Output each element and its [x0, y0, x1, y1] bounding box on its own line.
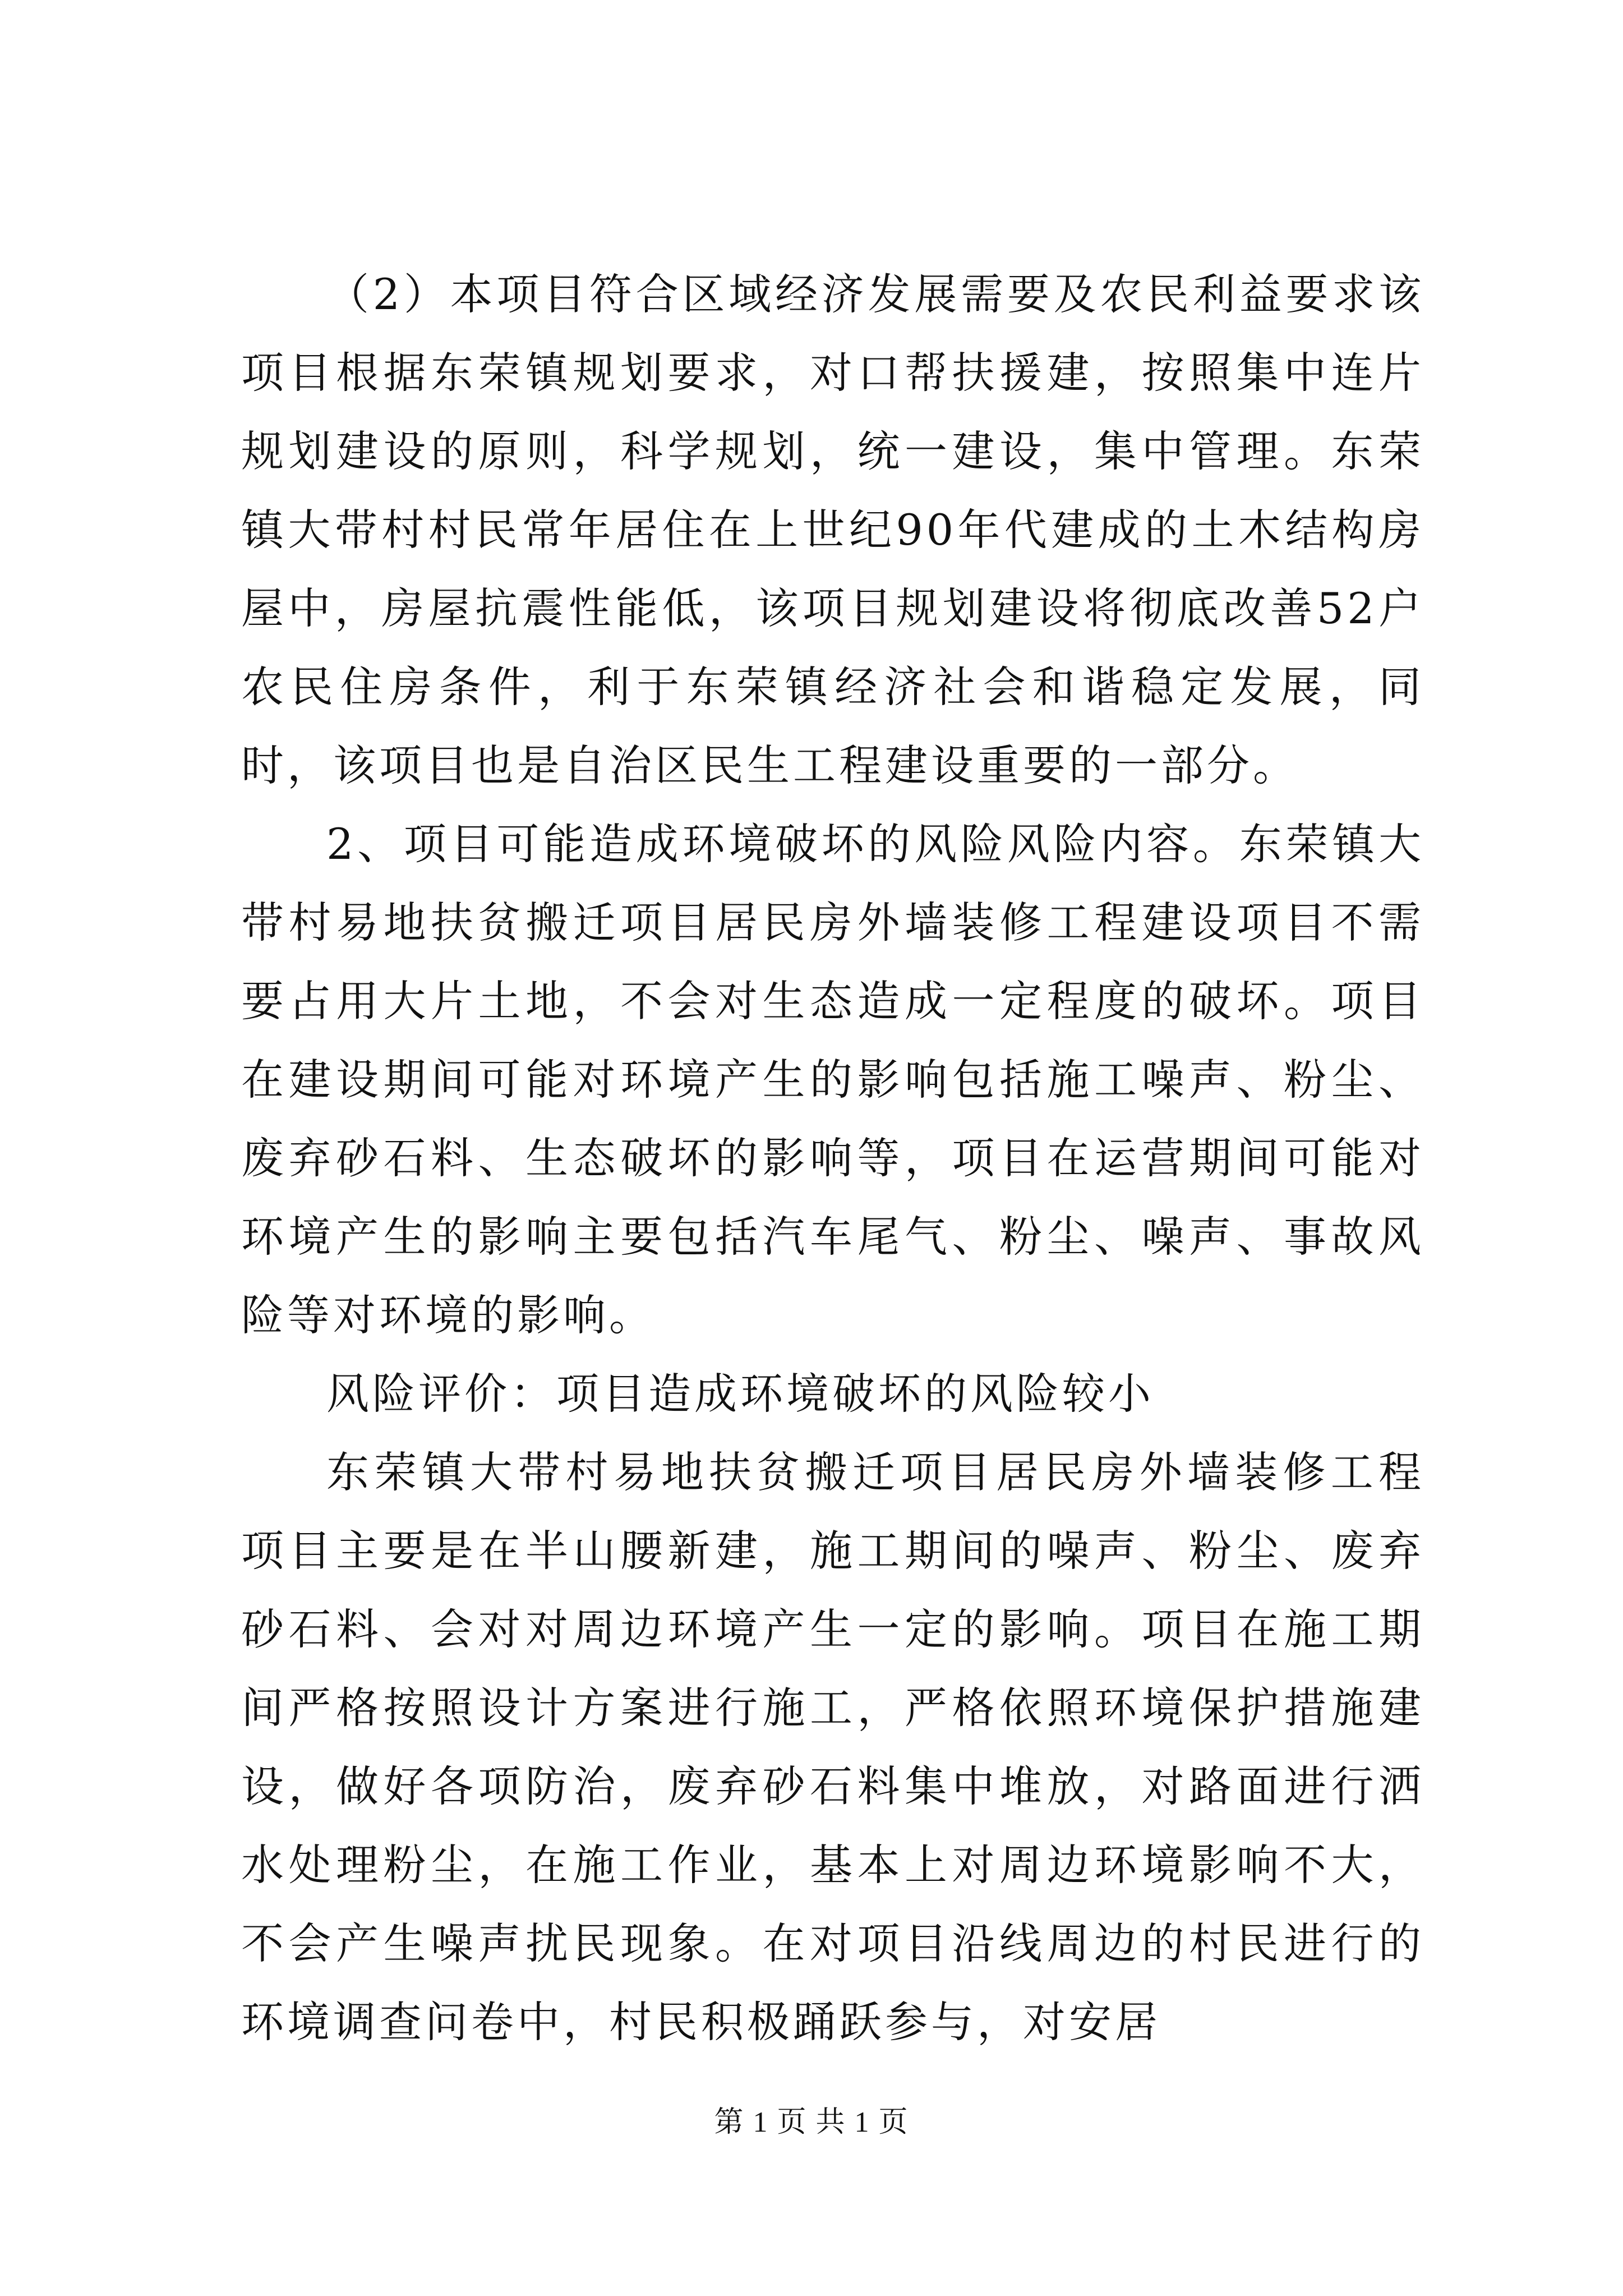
paragraph-risk-evaluation: 风险评价：项目造成环境破坏的风险较小 [326, 1369, 1154, 1419]
document-body [241, 255, 1424, 2062]
paragraph-construction-impact: 东荣镇大带村易地扶贫搬迁项目居民房外墙装修工程项目主要是在半山腰新建，施工期间的噪声、粉尘、废弃砂石料、会对对周边环境产生一定的影响。项目在施工期间严格按照设计方案进行施工，严格依照环境保护措施建设，做好各项防治，废弃砂石料集中堆放，对路面进行洒水处理粉尘，在施工作业，基本上对周边环境影响不大，不会产生噪声扰民现象。在对项目沿线周边的村民进行的环境调查问卷中，村民积极踊跃参与，对安居 [241, 1447, 1424, 2047]
page-footer: 第 1 页 共 1 页 [714, 2106, 909, 2138]
paragraph-environmental-risk: 2、项目可能造成环境破坏的风险风险内容。东荣镇大带村易地扶贫搬迁项目居民房外墙装修工程建设项目不需要占用大片土地，不会对生态造成一定程度的破坏。项目在建设期间可能对环境产生的影响包括施工噪声、粉尘、废弃砂石料、生态破坏的影响等，项目在运营期间可能对环境产生的影响主要包括汽车尾气、粉尘、噪声、事故风险等对环境的影响。 [241, 819, 1424, 1340]
paragraph-project-compliance: （2）本项目符合区域经济发展需要及农民利益要求该项目根据东荣镇规划要求，对口帮扶援建，按照集中连片规划建设的原则，科学规划，统一建设，集中管理。东荣镇大带村村民常年居住在上世纪90年代建成的土木结构房屋中，房屋抗震性能低，该项目规划建设将彻底改善52户农民住房条件，利于东荣镇经济社会和谐稳定发展，同时，该项目也是自治区民生工程建设重要的一部分。 [241, 269, 1424, 790]
